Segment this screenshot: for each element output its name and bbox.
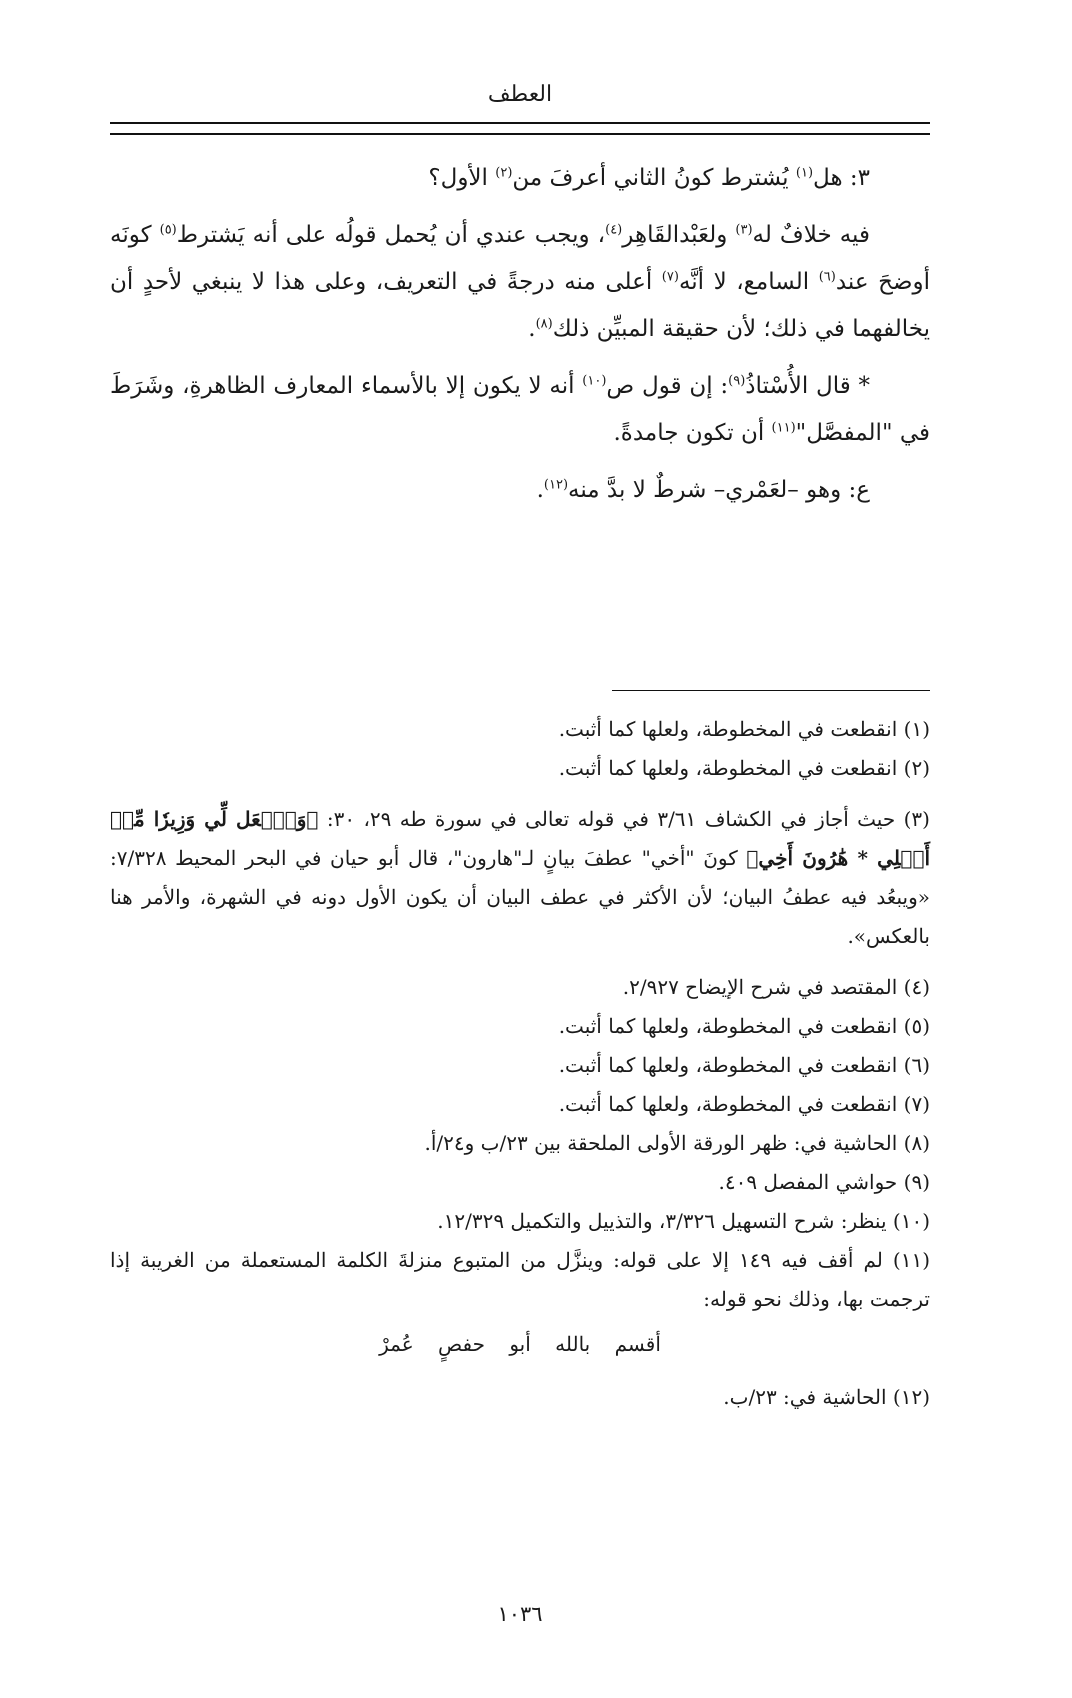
footnote-2: (٢) انقطعت في المخطوطة، ولعلها كما أثبت.: [558, 756, 930, 780]
main-text: [110, 155, 930, 524]
footnote-ref: (٥): [159, 222, 177, 238]
footnotes: [110, 710, 930, 1429]
footnote-ref: (٨): [535, 316, 553, 332]
footnote-ref: (١٠): [582, 373, 607, 389]
footnote-9: (٩) حواشي المفصل ٤٠٩.: [718, 1170, 930, 1194]
footnote-ref: (١٢): [543, 477, 569, 493]
footnote-ref: (٢): [495, 165, 513, 181]
footnote-4: (٤) المقتصد في شرح الإيضاح ٢/٩٢٧.: [622, 975, 930, 999]
question-line: ٣: هل$^{(١)}$ يُشترط كونُ الثاني أعرفَ من$^{(٢)}$ الأول؟: [428, 165, 870, 191]
footnote-ref: (٧): [661, 269, 679, 285]
footnote-separator: [612, 690, 930, 691]
footnote-1: (١) انقطعت في المخطوطة، ولعلها كما أثبت.: [558, 717, 930, 741]
page-number: ١٠٣٦: [497, 1602, 543, 1626]
header-rule-bottom: [110, 133, 930, 135]
footnote-3: (٣) حيث أجاز في الكشاف ٣/٦١ في قوله تعالى في سورة طه ٢٩، ٣٠: ﴿وَٱجۡعَل لِّي وَزِيرٗا مِّنۡ أَهۡلِي * هَٰرُونَ أَخِي﴾ كونَ "أخي" عطفَ بيانٍ لـ"هارون"، قال أبو حيان في البحر المحيط ٧/٣٢٨: «ويبعُد فيه عطفُ البيان؛ لأن الأكثر في عطف البيان أن يكون الأول دونه في الشهرة، والأمر هنا بالعكس».: [110, 807, 930, 948]
paragraph-1: فيه خلافٌ له$^{(٣)}$ ولعَبْدالقَاهِر$^{(٤)}$، ويجب عندي أن يُحمل قولُه على أنه يَشترط$^{(٥)}$ كونَه أوضحَ عند$^{(٦)}$ السامع، لا أنَّه$^{(٧)}$ أعلى منه درجةً في التعريف، وعلى هذا لا ينبغي لأحدٍ أن يخالفهما في ذلك؛ لأن حقيقة المبيِّن ذلك$^{(٨)}$.: [110, 222, 930, 342]
footnote-7: (٧) انقطعت في المخطوطة، ولعلها كما أثبت.: [558, 1092, 930, 1116]
footnote-6: (٦) انقطعت في المخطوطة، ولعلها كما أثبت.: [558, 1053, 930, 1077]
footnote-10: (١٠) ينظر: شرح التسهيل ٣/٣٢٦، والتذييل والتكميل ١٢/٣٢٩.: [437, 1209, 930, 1233]
footnote-8: (٨) الحاشية في: ظهر الورقة الأولى الملحقة بين ٢٣/ب و٢٤/أ.: [424, 1131, 930, 1155]
footnote-ref: (٣): [735, 222, 753, 238]
quran-quote: ﴿وَٱجۡعَل لِّي وَزِيرٗا مِّنۡ أَهۡلِي * هَٰرُونَ أَخِي﴾: [110, 807, 930, 870]
footnote-ref: (١): [795, 165, 814, 181]
footnote-ref: (٦): [818, 269, 836, 285]
footnote-12: (١٢) الحاشية في: ٢٣/ب.: [723, 1385, 930, 1409]
footnote-5: (٥) انقطعت في المخطوطة، ولعلها كما أثبت.: [558, 1014, 930, 1038]
header-rule-top: [110, 122, 930, 124]
paragraph-3: ع: وهو –لعَمْري– شرطٌ لا بدَّ منه$^{(١٢)}$.: [536, 477, 870, 503]
footnote-ref: (١١): [771, 420, 796, 436]
running-header: العطف: [487, 82, 553, 107]
paragraph-2: * قال الأُسْتاذُ$^{(٩)}$: إن قول ص$^{(١٠)}$ أنه لا يكون إلا بالأسماء المعارف الظاهرةِ، وشَرَطَ في "المفصَّل"$^{(١١)}$ أن تكون جامدةً.: [110, 373, 930, 446]
footnote-ref: (٤): [605, 222, 623, 238]
footnote-11: (١١) لم أقف فيه ١٤٩ إلا على قوله: وينزَّل من المتبوع منزلةَ الكلمة المستعملة من الغريبة إذا ترجمت بها، وذلك نحو قوله:: [110, 1248, 930, 1311]
poem-verse: أقسم بالله أبو حفصٍ عُمرْ: [379, 1332, 661, 1356]
footnote-ref: (٩): [728, 373, 746, 389]
